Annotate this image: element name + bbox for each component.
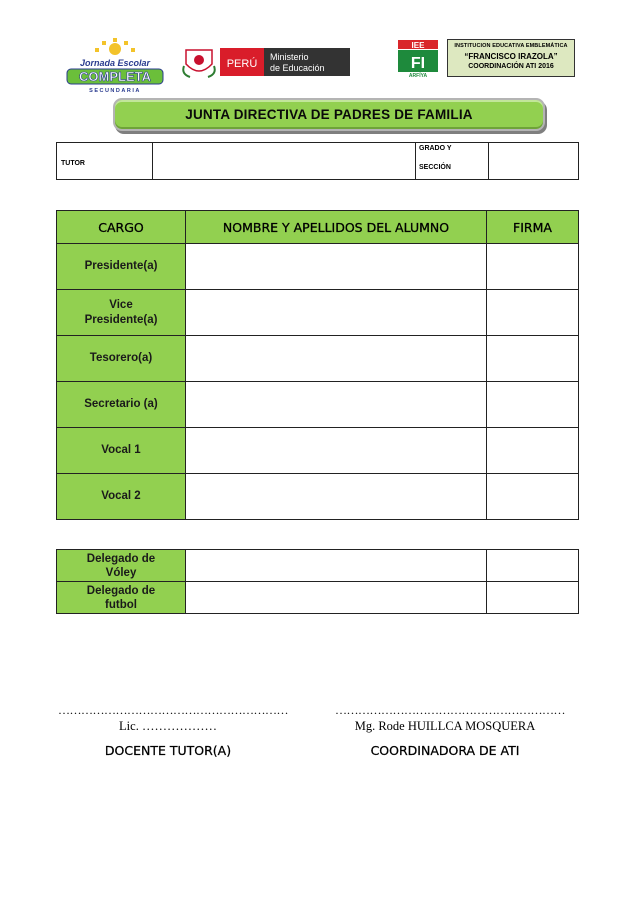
signature-name: Lic. ……………… <box>119 719 217 733</box>
iee-fi-logo <box>398 40 438 78</box>
grado-label-line2: SECCIÓN <box>419 164 451 171</box>
tutor-label: TUTOR <box>61 160 85 167</box>
institution-info-box <box>447 39 575 77</box>
cargo-cell: Presidente(a) <box>57 244 186 290</box>
table-row <box>57 336 579 382</box>
firma-input-cell[interactable] <box>487 428 579 474</box>
jornada-escolar-completa-logo <box>62 38 168 96</box>
signature-line: …………………………………………………… <box>58 703 288 717</box>
jornada-logo-line2: COMPLETA <box>79 69 151 84</box>
nombre-input-cell[interactable] <box>186 382 487 428</box>
table-row <box>57 474 579 520</box>
iee-logo-letters: FI <box>410 55 426 72</box>
signature-name: Mg. Rode HUILLCA MOSQUERA <box>354 719 536 733</box>
nombre-input-cell[interactable] <box>186 428 487 474</box>
firma-input-cell[interactable] <box>487 550 579 582</box>
cargo-cell: Secretario (a) <box>57 382 186 428</box>
grado-label-cell <box>416 143 489 180</box>
table-row <box>57 428 579 474</box>
table-header-row <box>57 211 579 244</box>
tutor-table <box>56 142 579 180</box>
iee-logo-bottom: ARFÍYA <box>408 73 428 78</box>
junta-directiva-table <box>56 210 579 520</box>
tutor-label-cell <box>57 143 153 180</box>
firma-input-cell[interactable] <box>487 474 579 520</box>
nombre-input-cell[interactable] <box>186 582 487 614</box>
peru-logo-ministry-1: Ministerio <box>270 52 309 62</box>
table-row <box>57 290 579 336</box>
peru-logo-country: PERÚ <box>226 58 258 70</box>
firma-input-cell[interactable] <box>487 290 579 336</box>
nombre-input-cell[interactable] <box>186 474 487 520</box>
nombre-input-cell[interactable] <box>186 336 487 382</box>
jornada-logo-line3: SECUNDARIA <box>89 88 141 94</box>
page-title: JUNTA DIRECTIVA DE PADRES DE FAMILIA <box>185 107 473 122</box>
peru-shield-icon <box>183 50 215 77</box>
nombre-input-cell[interactable] <box>186 290 487 336</box>
peru-logo-ministry-2: de Educación <box>270 63 325 73</box>
cargo-cell: Delegado de Vóley <box>57 550 186 582</box>
signature-role: DOCENTE TUTOR(A) <box>104 743 232 758</box>
jornada-logo-line1: Jornada Escolar <box>79 58 151 68</box>
nombre-input-cell[interactable] <box>186 550 487 582</box>
table-row <box>57 382 579 428</box>
iee-logo-top: IEE <box>411 41 425 50</box>
delegados-table <box>56 549 579 614</box>
firma-input-cell[interactable] <box>487 244 579 290</box>
cargo-cell: Vocal 1 <box>57 428 186 474</box>
header-firma: FIRMA <box>487 211 579 244</box>
signature-docente <box>58 703 288 758</box>
signature-line: …………………………………………………… <box>335 703 565 717</box>
grado-label-line1: GRADO Y <box>419 145 452 152</box>
institution-type: INSTITUCION EDUCATIVA EMBLEMÁTICA <box>454 43 568 49</box>
firma-input-cell[interactable] <box>487 582 579 614</box>
header-nombre: NOMBRE Y APELLIDOS DEL ALUMNO <box>186 211 487 244</box>
cargo-cell: Delegado de futbol <box>57 582 186 614</box>
ministerio-educacion-logo <box>182 44 350 80</box>
cargo-cell: Vocal 2 <box>57 474 186 520</box>
tutor-input-cell[interactable] <box>153 143 416 180</box>
grado-input-cell[interactable] <box>489 143 579 180</box>
table-row <box>57 244 579 290</box>
nombre-input-cell[interactable] <box>186 244 487 290</box>
header-cargo: CARGO <box>57 211 186 244</box>
table-row <box>57 550 579 582</box>
signature-role: COORDINADORA DE ATI <box>370 743 520 758</box>
table-row <box>57 582 579 614</box>
cargo-cell: Vice Presidente(a) <box>57 290 186 336</box>
title-banner <box>113 98 545 131</box>
coordination-label: COORDINACIÓN ATI 2016 <box>468 63 554 70</box>
institution-name: “FRANCISCO IRAZOLA” <box>464 52 558 61</box>
signature-coordinadora <box>335 703 565 758</box>
firma-input-cell[interactable] <box>487 382 579 428</box>
cargo-cell: Tesorero(a) <box>57 336 186 382</box>
firma-input-cell[interactable] <box>487 336 579 382</box>
